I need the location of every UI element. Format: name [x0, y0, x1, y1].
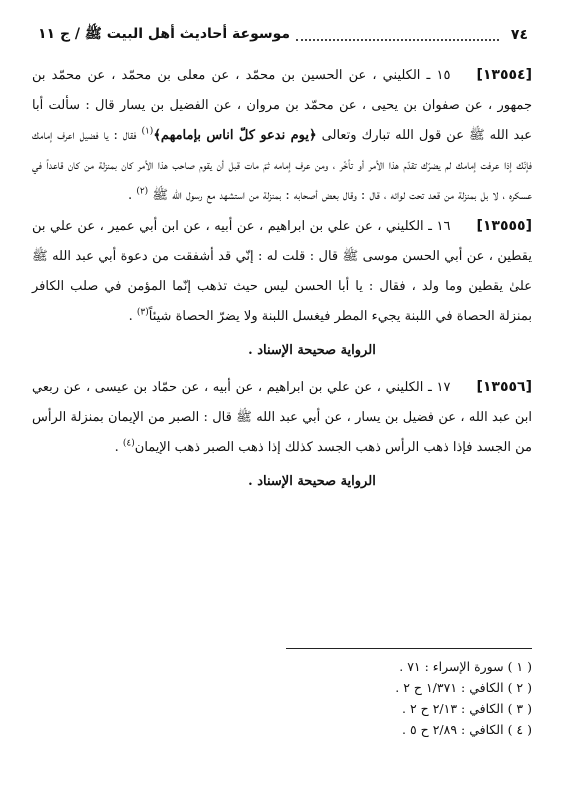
hadith-number: [١٣٥٥٤]: [476, 67, 532, 83]
hadith-number: [١٣٥٥٦]: [476, 379, 532, 395]
quran-verse: ﴿يوم ندعو كلّ اناس بإمامهم﴾: [153, 128, 317, 143]
page-number: ٧٤: [510, 27, 528, 43]
isnad-note: الرواية صحيحة الإسناد .: [248, 474, 376, 489]
hadith-13555: [١٣٥٥٥]١٦ ـ الكليني ، عن علي بن ابراهيم ، عن أبيه ، عن ابن أبي عمير ، عن علي بن يقطين ، عن أبي الحسن موسى ﷺ قال : قلت له : إنّي قد أشفقت من دعوة أبي عبد الله ﷺ علىٰ يقطين وما ولد ، فقال : يا أبا الحسن ليس حيث تذهب إنّما المؤمن في صلب الكافر بمنزلة الحصاة في اللبنة يجيء المطر فيغسل اللبنة ولا يضرّ الحصاة شيئاً$^{(٣)}$ .: [32, 218, 532, 324]
footnote-ref: (١): [141, 126, 154, 137]
footnote-item: ( ٢ ) الكافي : ١/٣٧١ ح ٢ .: [395, 680, 532, 695]
hadith-text: ١٧ ـ الكليني ، عن علي بن ابراهيم ، عن أبيه ، عن حمّاد بن عيسى ، عن ربعي ابن عبد الله ، عن فضيل بن يسار ، عن أبي عبد الله ﷺ قال : الصبر من الإيمان بمنزلة الرأس من الجسد فإذا ذهب الرأس ذهب الجسد كذلك إذا ذهب الصبر ذهب الإيمان: [32, 380, 532, 455]
footnote-ref: (٣): [136, 307, 149, 318]
footnote-item: ( ١ ) سورة الإسراء : ٧١ .: [399, 659, 532, 674]
isnad-note: الرواية صحيحة الإسناد .: [248, 343, 376, 358]
page-body: [32, 60, 532, 503]
footnote-divider: [286, 648, 532, 649]
hadith-text-continued: فقال : يا فضيل اعرف إمامك فإنّك إذا عرفت إمامك لم يضرّك تقدّم هذا الأمر أو تأخّر ، ومن عرف إمامه ثمّ مات قبل أن يقوم صاحب هذا الأمر كان بمنزلة من كان قاعداً في عسكره ، لا بل بمنزلة من قعد تحت لوائه ، قال : وقال بعض أصحابه : بمنزلة من استشهد مع رسول الله ﷺ: [32, 128, 532, 203]
hadith-text: ١٦ ـ الكليني ، عن علي بن ابراهيم ، عن أبيه ، عن ابن أبي عمير ، عن علي بن يقطين ، عن أبي الحسن موسى ﷺ قال : قلت له : إنّي قد أشفقت من دعوة أبي عبد الله ﷺ علىٰ يقطين وما ولد ، فقال : يا أبا الحسن ليس حيث تذهب إنّما المؤمن في صلب الكافر بمنزلة الحصاة في اللبنة يجيء المطر فيغسل اللبنة ولا يضرّ الحصاة شيئاً: [32, 219, 532, 324]
hadith-text: ١٥ ـ الكليني ، عن الحسين بن محمّد ، عن معلى بن محمّد ، عن محمّد بن جمهور ، عن صفوان بن يحيى ، عن محمّد بن مروان ، عن الفضيل بن يسار قال : سألت أبا عبد الله ﷺ عن قول الله تبارك وتعالى: [32, 68, 533, 143]
running-title: موسوعة أحاديث أهل البيت ﷺ / ج ١١: [38, 26, 291, 42]
footnote-ref: (٢): [136, 186, 149, 197]
header-leader-dots: [296, 29, 499, 41]
footnotes: [34, 656, 532, 740]
hadith-13554: [١٣٥٥٤]١٥ ـ الكليني ، عن الحسين بن محمّد ، عن معلى بن محمّد ، عن محمّد بن جمهور ، عن صفوان بن يحيى ، عن محمّد بن مروان ، عن الفضيل بن يسار قال : سألت أبا عبد الله ﷺ عن قول الله تبارك وتعالى ﴿يوم ندعو كلّ اناس بإمامهم﴾$^{(١)}$ فقال : يا فضيل اعرف إمامك فإنّك إذا عرفت إمامك لم يضرّك تقدّم هذا الأمر أو تأخّر ، ومن عرف إمامه ثمّ مات قبل أن يقوم صاحب هذا الأمر كان بمنزلة من كان قاعداً في عسكره ، لا بل بمنزلة من قعد تحت لوائه ، قال : وقال بعض أصحابه : بمنزلة من استشهد مع رسول الله ﷺ $^{(٢)}$ .: [32, 67, 533, 203]
hadith-number: [١٣٥٥٥]: [476, 218, 532, 234]
footnote-ref: (٤): [122, 438, 135, 449]
footnote-item: ( ٣ ) الكافي : ٢/١٣ ح ٢ .: [402, 701, 532, 716]
hadith-13556: [١٣٥٥٦]١٧ ـ الكليني ، عن علي بن ابراهيم ، عن أبيه ، عن حمّاد بن عيسى ، عن ربعي ابن عبد الله ، عن فضيل بن يسار ، عن أبي عبد الله ﷺ قال : الصبر من الإيمان بمنزلة الرأس من الجسد فإذا ذهب الرأس ذهب الجسد كذلك إذا ذهب الصبر ذهب الإيمان$^{(٤)}$ .: [32, 379, 532, 455]
footnote-item: ( ٤ ) الكافي : ٢/٨٩ ح ٥ .: [402, 722, 532, 737]
page-header: [38, 24, 528, 46]
